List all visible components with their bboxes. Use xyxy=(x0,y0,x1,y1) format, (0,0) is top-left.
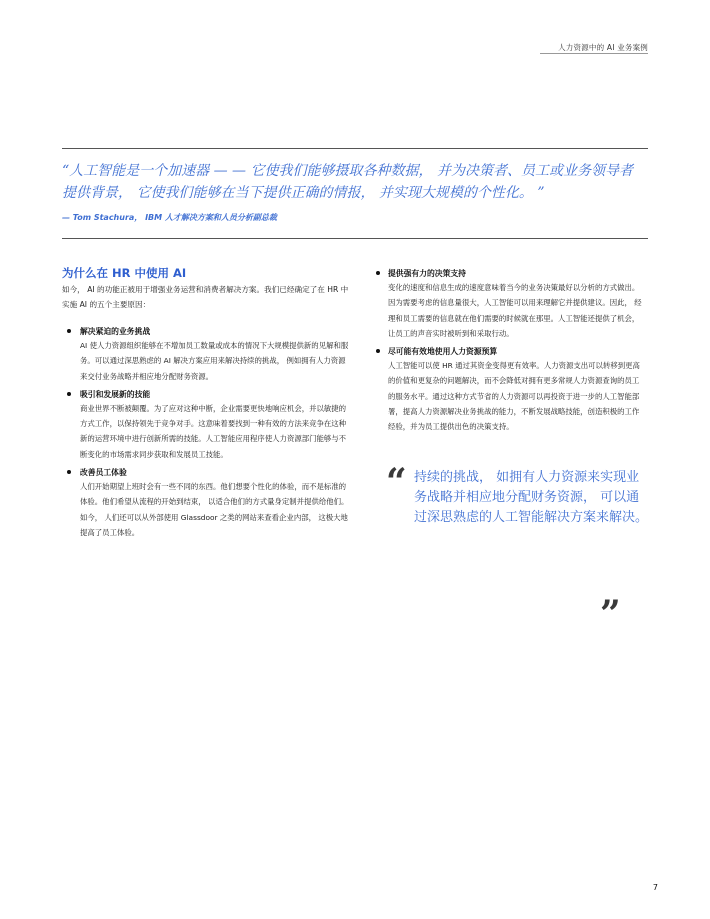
bullet-heading xyxy=(62,388,352,401)
bullet-business-challenges xyxy=(62,325,352,384)
section-title: 为什么在 HR 中使用 AI xyxy=(62,266,187,280)
bullet-body: AI 使人力资源组织能够在不增加员工数量或成本的情况下大规模提供新的见解和服务。可以通过深思熟虑的 AI 解决方案应用来解决持续的挑战， 例如拥有人力资源来交付业务战略并相应地分配财务资源。 xyxy=(80,341,349,381)
bullet-heading-text: 吸引和发展新的技能 xyxy=(80,389,151,399)
bullet-dot-icon xyxy=(376,271,380,275)
bullet-dot-icon xyxy=(67,470,71,474)
left-column xyxy=(62,325,352,544)
bullet-dot-icon xyxy=(67,329,71,333)
bullet-heading xyxy=(374,345,644,358)
quote-attribution: — Tom Stachura， IBM 人才解决方案和人员分析副总裁 xyxy=(62,213,277,222)
bullet-dot-icon xyxy=(67,392,71,396)
bullet-dot-icon xyxy=(376,349,380,353)
page-number: 7 xyxy=(652,883,658,892)
close-quote-icon: ” xyxy=(600,593,621,635)
quote-bottom-rule xyxy=(62,238,648,239)
header-title: 人力资源中的 AI 业务案例 xyxy=(558,43,648,52)
bullet-heading xyxy=(62,325,352,338)
bullet-hr-budget xyxy=(374,345,644,434)
bullet-heading-text: 提供强有力的决策支持 xyxy=(388,269,466,278)
bullet-heading-text: 解决紧迫的业务挑战 xyxy=(80,327,151,336)
bullet-heading xyxy=(374,267,644,280)
main-quote: “人工智能是一个加速器 — — 它使我们能够摄取各种数据， 并为决策者、员工或业务领导者提供背景， 它使我们能够在当下提供正确的情报， 并实现大规模的个性化。 ” xyxy=(62,163,633,201)
right-column xyxy=(374,267,644,439)
bullet-body: 变化的速度和信息生成的速度意味着当今的业务决策最好以分析的方式做出。因为需要考虑的信息量很大，人工智能可以用来理解它并提供建议。因此， 经理和员工需要的信息就在他们需要的时候就在那里。人工智能还提供了机会， 让员工的声音实时被听到和采取行动。 xyxy=(388,283,642,338)
open-quote-icon: “ xyxy=(386,461,407,503)
section-intro: 如今， AI 的功能正被用于增强业务运营和消费者解决方案。我们已经确定了在 HR 中实施 AI 的五个主要原因： xyxy=(62,285,349,309)
bullet-employee-experience xyxy=(62,466,352,540)
bullet-decision-support xyxy=(374,267,644,341)
bullet-body: 商业世界不断被颠覆。为了应对这种中断，企业需要更快地响应机会，并以敏捷的方式工作，以保持领先于竞争对手。这意味着要找到一种有效的方法来竞争在这种新的运营环境中进行创新所需的技能。人工智能应用程序使人力资源部门能够与不断变化的市场需求同步获取和发展员工技能。 xyxy=(80,403,347,459)
bullet-heading xyxy=(62,466,352,479)
pull-quote xyxy=(380,461,649,528)
bullet-body: 人工智能可以使 HR 通过其资金变得更有效率。人力资源支出可以转移到更高的价值和更复杂的问题解决，而不会降低对拥有更多常规人力资源查询的员工的服务水平。通过这种方式节省的人力资源可以再投资于进一步的人工智能部署，提高人力资源解决业务挑战的能力，不断发展战略技能，创造积极的工作经验，并为员工提供出色的决策支持。 xyxy=(388,361,640,432)
bullet-new-skills xyxy=(62,388,352,462)
bullet-heading-text: 改善员工体验 xyxy=(80,468,127,478)
header-rule xyxy=(540,53,648,54)
bullet-body: 人们开始期望上班时会有一些不同的东西。他们想要个性化的体验，而不是标准的体验。他们希望从流程的开始到结束， 以适合他们的方式量身定制并提供给他们。如今， 人们还可以从外部使用 Glassdoor 之类的网站来查看企业内部， 这极大地提高了员工体验。 xyxy=(80,482,349,537)
quote-top-rule xyxy=(62,148,648,149)
bullet-heading-text: 尽可能有效地使用人力资源预算 xyxy=(388,347,498,357)
pull-quote-text: 持续的挑战， 如拥有人力资源来实现业务战略并相应地分配财务资源， 可以通过深思熟虑的人工智能解决方案来解决。 xyxy=(414,470,649,525)
